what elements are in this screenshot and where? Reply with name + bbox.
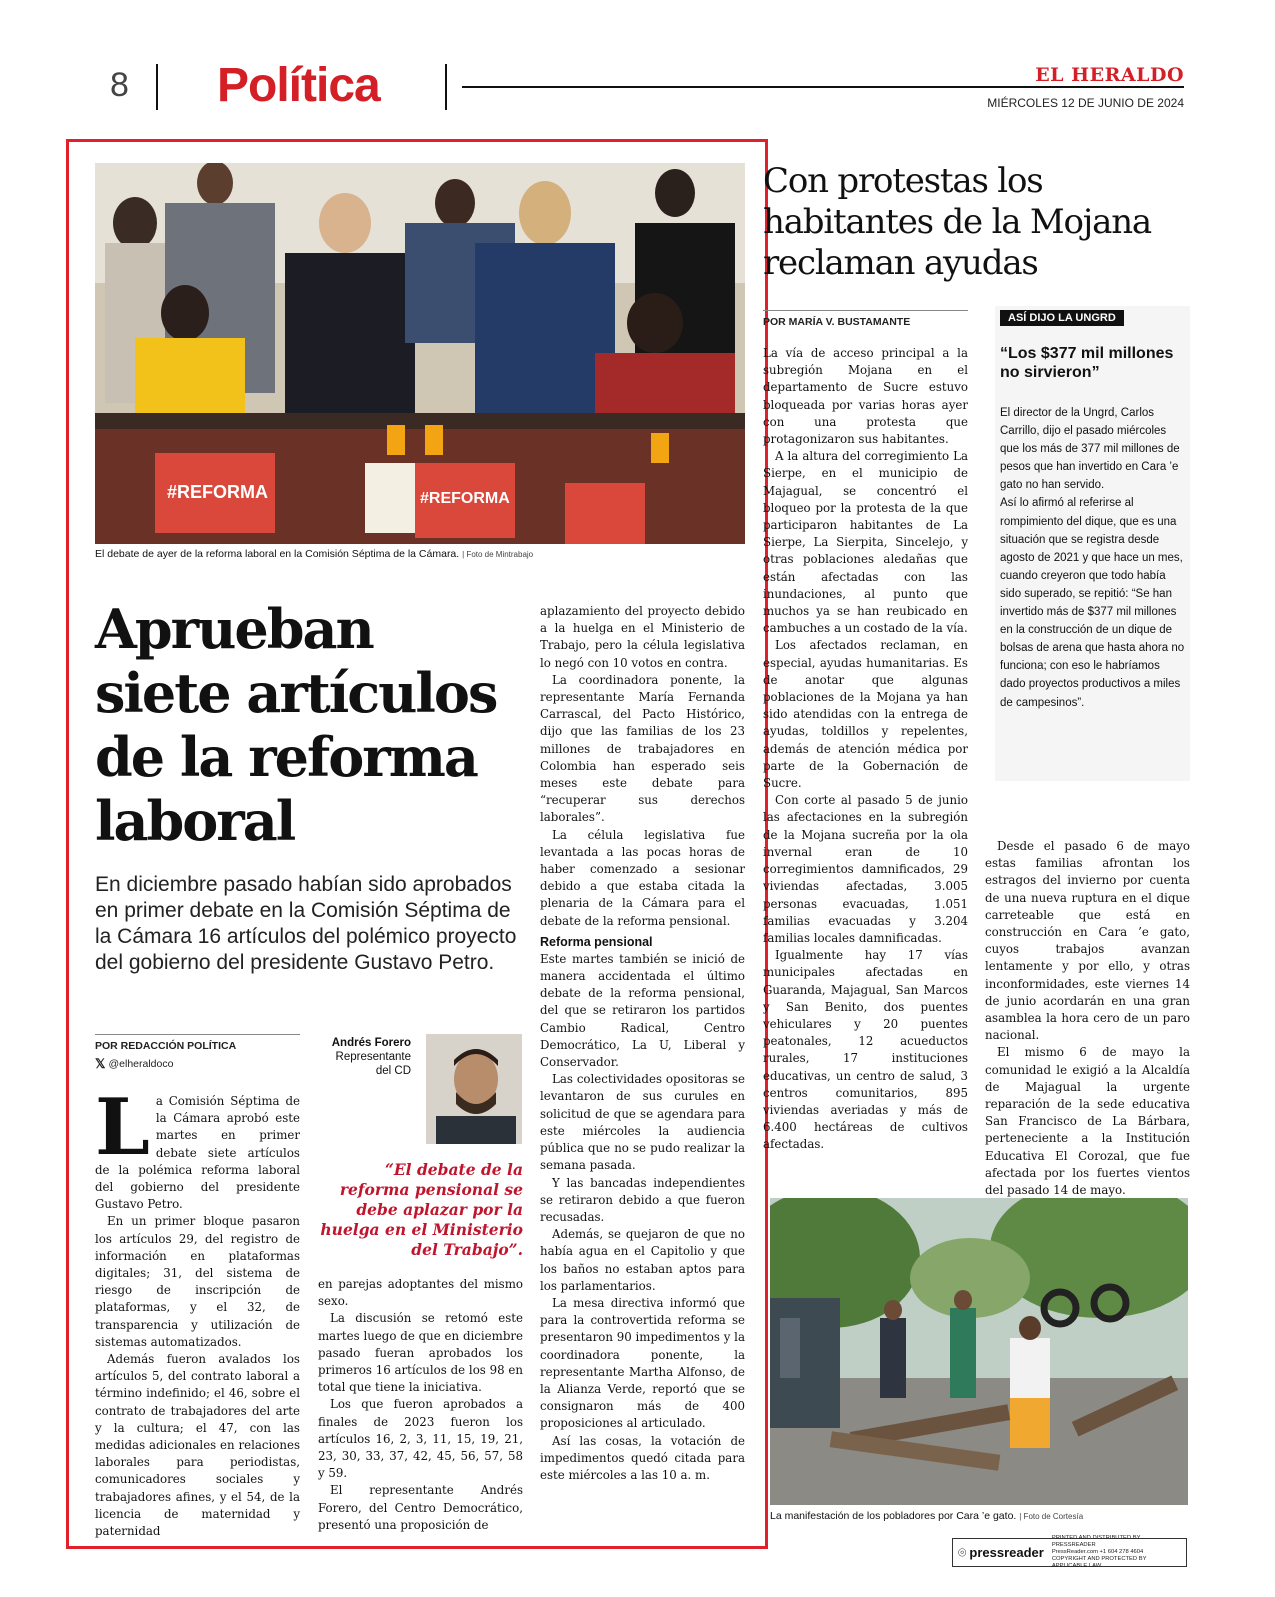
side-byline xyxy=(763,310,968,328)
pressreader-line: COPYRIGHT AND PROTECTED BY APPLICABLE LAW xyxy=(1051,1556,1147,1569)
pressreader-line: PRINTED AND DISTRIBUTED BY PRESSREADER xyxy=(1051,1535,1141,1548)
paragraph: En un primer bloque pasaron los artículos 29, del registro de información en plataformas digitales; 31, del sistema de riesgo de inscripción de plataformas, y el 32, de transparencia y utilización de sistemas automatizados. xyxy=(95,1214,300,1349)
main-article-column-2 xyxy=(318,1276,523,1534)
issue-date: MIÉRCOLES 12 DE JUNIO DE 2024 xyxy=(987,96,1184,110)
paragraph: A la altura del corregimiento La Sierpe, en el municipio de Majagual, se concentró el bloqueo por la protesta de la que participaron habitantes de La Sierpe, La Sierpita, Sincelejo, y otras poblaciones aledañas que están afectadas con las inundaciones, al punto que muchos ya se han reubicado en cambuches a un costado de la vía. xyxy=(763,449,968,636)
paragraph: El mismo 6 de mayo la comunidad le exigió a la Alcaldía de Majagual la urgente reparación de la sede educativa San Francisco de La Bárbara, perteneciente a la Institución Educativa El Corozal, que fue afectada por los fuertes vientos del pasado 14 de mayo. xyxy=(985,1045,1190,1198)
paragraph: Y las bancadas independientes se retiraron debido a que fueron recusadas. xyxy=(540,1175,745,1224)
main-article-column-1 xyxy=(95,1082,300,1540)
header-divider xyxy=(445,64,447,110)
protest-photo[interactable] xyxy=(770,1198,1188,1505)
paragraph: Así las cosas, la votación de impedimentos quedó citada para este miércoles a las 10 a. m. xyxy=(540,1433,745,1482)
sidebar-title: “Los $377 mil millones no sirvieron” xyxy=(1000,345,1174,381)
quote-person-name: Andrés Forero xyxy=(331,1037,411,1049)
protest-photo-caption-text: La manifestación de los pobladores por Cara ’e gato. xyxy=(770,1510,1017,1522)
social-handle[interactable] xyxy=(95,1056,300,1072)
protest-photo-illustration xyxy=(770,1198,1188,1505)
pressreader-icon: ⌾ xyxy=(958,1544,967,1561)
paragraph: El director de la Ungrd, Carlos Carrillo, dijo el pasado miércoles que los más de 377 mil millones de pesos que han invertido en Cara ’e gato no han servido. xyxy=(1000,407,1180,492)
paragraph: La discusión se retomó este martes luego de que en diciembre pasado fueran aprobados los primeros 16 artículos de los 98 en total que tiene la iniciativa. xyxy=(318,1311,523,1395)
paragraph: Desde el pasado 6 de mayo estas familias afrontan los estragos del invierno por cuenta de una nueva ruptura en el dique carreteable que está en construcción en Cara ’e gato, cuyos trabajos avanzan lentamente y por ello, y otras inconformidades, este viernes 14 de junio acordarán en una gran asamblea la hora cero de un paro nacional. xyxy=(985,839,1190,1043)
header-rule xyxy=(462,86,1184,88)
paragraph: Así lo afirmó al referirse al rompimiento del dique, que es una situación que se registra desde agosto de 2021 y que hace un mes, cuando creyeron que todo había sido superado, se repitió: “Se han invertido más de $377 mil millones en la construcción de un dique de bolsas de arena que hasta ahora no funciona; con eso le habríamos dado proyectos productivos a miles de campesinos”. xyxy=(1000,497,1185,709)
pressreader-logo: pressreader xyxy=(969,1545,1044,1560)
paragraph: Igualmente hay 17 vías municipales afectadas en Guaranda, Majagual, San Marcos y San Benito, dos puentes vehiculares y 20 puentes peatonales, 12 acueductos rurales, 17 instituciones educativas, un centro de salud, 3 centros comunitarios, 895 viviendas averiadas y más de 6.400 hectáreas de cultivos afectadas. xyxy=(763,948,968,1152)
side-byline-text: POR MARÍA V. BUSTAMANTE xyxy=(763,316,911,328)
header-divider xyxy=(156,64,158,110)
pressreader-notice xyxy=(1052,1535,1181,1570)
paragraph: a Comisión Séptima de la Cámara aprobó este martes en primer debate siete artículos de la polémica reforma laboral del gobierno del presidente Gustavo Petro. xyxy=(95,1094,300,1212)
commission-photo-illustration xyxy=(95,163,745,544)
x-logo-icon: 𝕏 xyxy=(95,1056,106,1071)
main-byline xyxy=(95,1034,300,1072)
side-headline: Con protestas los habitantes de la Mojana reclaman ayudas xyxy=(763,161,1151,283)
quote-attribution xyxy=(328,1036,411,1078)
main-byline-text: POR REDACCIÓN POLÍTICA xyxy=(95,1040,237,1052)
side-article-column-1 xyxy=(763,345,968,1154)
paragraph: Con corte al pasado 5 de junio las afectaciones en la subregión de la Mojana sucreña por la ola invernal eran de 10 corregimientos damnificados, 29 viviendas afectadas, 3.005 personas evacuadas, 1.051 familias evacuadas y 3.204 familias locales damnificadas. xyxy=(763,793,968,945)
masthead-logo: EL HERALDO xyxy=(1035,64,1184,86)
paragraph: La mesa directiva informó que para la controvertida reforma se presentaron 90 impedimentos y la coordinadora ponente, la representante Martha Alfonso, de la Alianza Verde, reportó que se consignaron más de 400 proposiciones al articulado. xyxy=(540,1295,745,1431)
sidebar-text xyxy=(1000,404,1185,712)
paragraph: Las colectividades opositoras se levantaron de sus curules en solicitud de que se agendara para este miércoles la audiencia pública que no se pudo realizar la semana pasada. xyxy=(540,1072,745,1173)
quote-portrait-photo[interactable] xyxy=(426,1034,522,1144)
paragraph: Además, se quejaron de que no había agua en el Capitolio y que los baños no estaban aptos para los parlamentarios. xyxy=(540,1227,745,1293)
main-photo-credit: | Foto de Mintrabajo xyxy=(462,550,534,559)
main-article-photo[interactable] xyxy=(95,163,745,544)
protest-photo-caption xyxy=(770,1510,1188,1523)
main-photo-caption xyxy=(95,548,745,561)
paragraph: en parejas adoptantes del mismo sexo. xyxy=(318,1277,523,1309)
quote-person-role: Representante del CD xyxy=(335,1051,411,1077)
paragraph: La célula legislativa fue levantada a las pocas horas de haber comenzado a sesionar debido a que estaba citada la plenaria de la Cámara para el debate de la reforma pensional. xyxy=(540,827,745,928)
section-title: Política xyxy=(217,59,380,112)
paragraph: La coordinadora ponente, la representante María Fernanda Carrascal, del Pacto Histórico, dijo que las familias de los 23 millones de trabajadores en Colombia han esperado seis meses este debate para “recuperar sus derechos laborales”. xyxy=(540,672,745,825)
subheading-reforma-pensional: Reforma pensional xyxy=(540,934,653,949)
main-photo-caption-text: El debate de ayer de la reforma laboral en la Comisión Séptima de la Cámara. xyxy=(95,548,460,560)
paragraph: El representante Andrés Forero, del Centro Democrático, presentó una proposición de xyxy=(318,1483,523,1532)
sidebar-label: ASÍ DIJO LA UNGRD xyxy=(1000,310,1124,326)
main-subhead: En diciembre pasado habían sido aprobados en primer debate en la Comisión Séptima de la Cámara 16 artículos del polémico proyecto del gobierno del presidente Gustavo Petro. xyxy=(95,873,517,974)
paragraph: Los afectados reclaman, en especial, ayudas humanitarias. Es de anotar que algunas poblaciones de la Mojana ya han sido atendidas con la entrega de ayudas, toldillos y repelentes, además de atención médica por parte de la Gobernación de Sucre. xyxy=(763,638,968,791)
paragraph: aplazamiento del proyecto debido a la huelga en el Ministerio de Trabajo, pero la célula legislativa lo negó con 10 votos en contra. xyxy=(540,604,745,670)
paragraph: Este martes también se inició de manera accidentada el último debate de la reforma pensional, del que se retiraron los partidos Cambio Radical, Centro Democrático, La U, Liberal y Conservador. xyxy=(540,951,745,1070)
side-article-column-2 xyxy=(985,838,1190,1199)
pressreader-line: PressReader.com +1 604 278 4604 xyxy=(1051,1549,1144,1555)
social-handle-text: @elheraldoco xyxy=(108,1058,174,1070)
pressreader-badge[interactable] xyxy=(952,1535,1187,1569)
portrait-illustration xyxy=(426,1034,522,1144)
paragraph: La vía de acceso principal a la subregión Mojana en el departamento de Sucre estuvo bloqueada por varias horas ayer con una protesta que protagonizaron sus habitantes. xyxy=(763,346,968,447)
main-article-column-3 xyxy=(540,603,745,1484)
pull-quote: “El debate de la reforma pensional se debe aplazar por la huelga en el Ministerio del Trabajo”. xyxy=(320,1160,523,1259)
main-headline: Aprueban siete artículos de la reforma laboral xyxy=(95,597,497,853)
page-number: 8 xyxy=(110,66,129,104)
drop-cap: L xyxy=(95,1082,150,1173)
svg-text:#REFORMA: #REFORMA xyxy=(420,490,510,507)
protest-photo-credit: | Foto de Cortesía xyxy=(1019,1512,1084,1521)
paragraph: Además fueron avalados los artículos 5, del contrato laboral a término indefinido; el 46, sobre el contrato de trabajadores del arte y la cultura; el 47, con las medidas adicionales en relaciones laborales para periodistas, comunicadores sociales y trabajadores afines, y el 54, de la licencia de maternidad y paternidad xyxy=(95,1352,300,1539)
svg-text:#REFORMA: #REFORMA xyxy=(167,482,269,502)
paragraph: Los que fueron aprobados a finales de 2023 fueron los artículos 16, 2, 3, 11, 15, 19, 21, 23, 30, 33, 37, 42, 45, 56, 57, 58 y 59. xyxy=(318,1397,523,1481)
